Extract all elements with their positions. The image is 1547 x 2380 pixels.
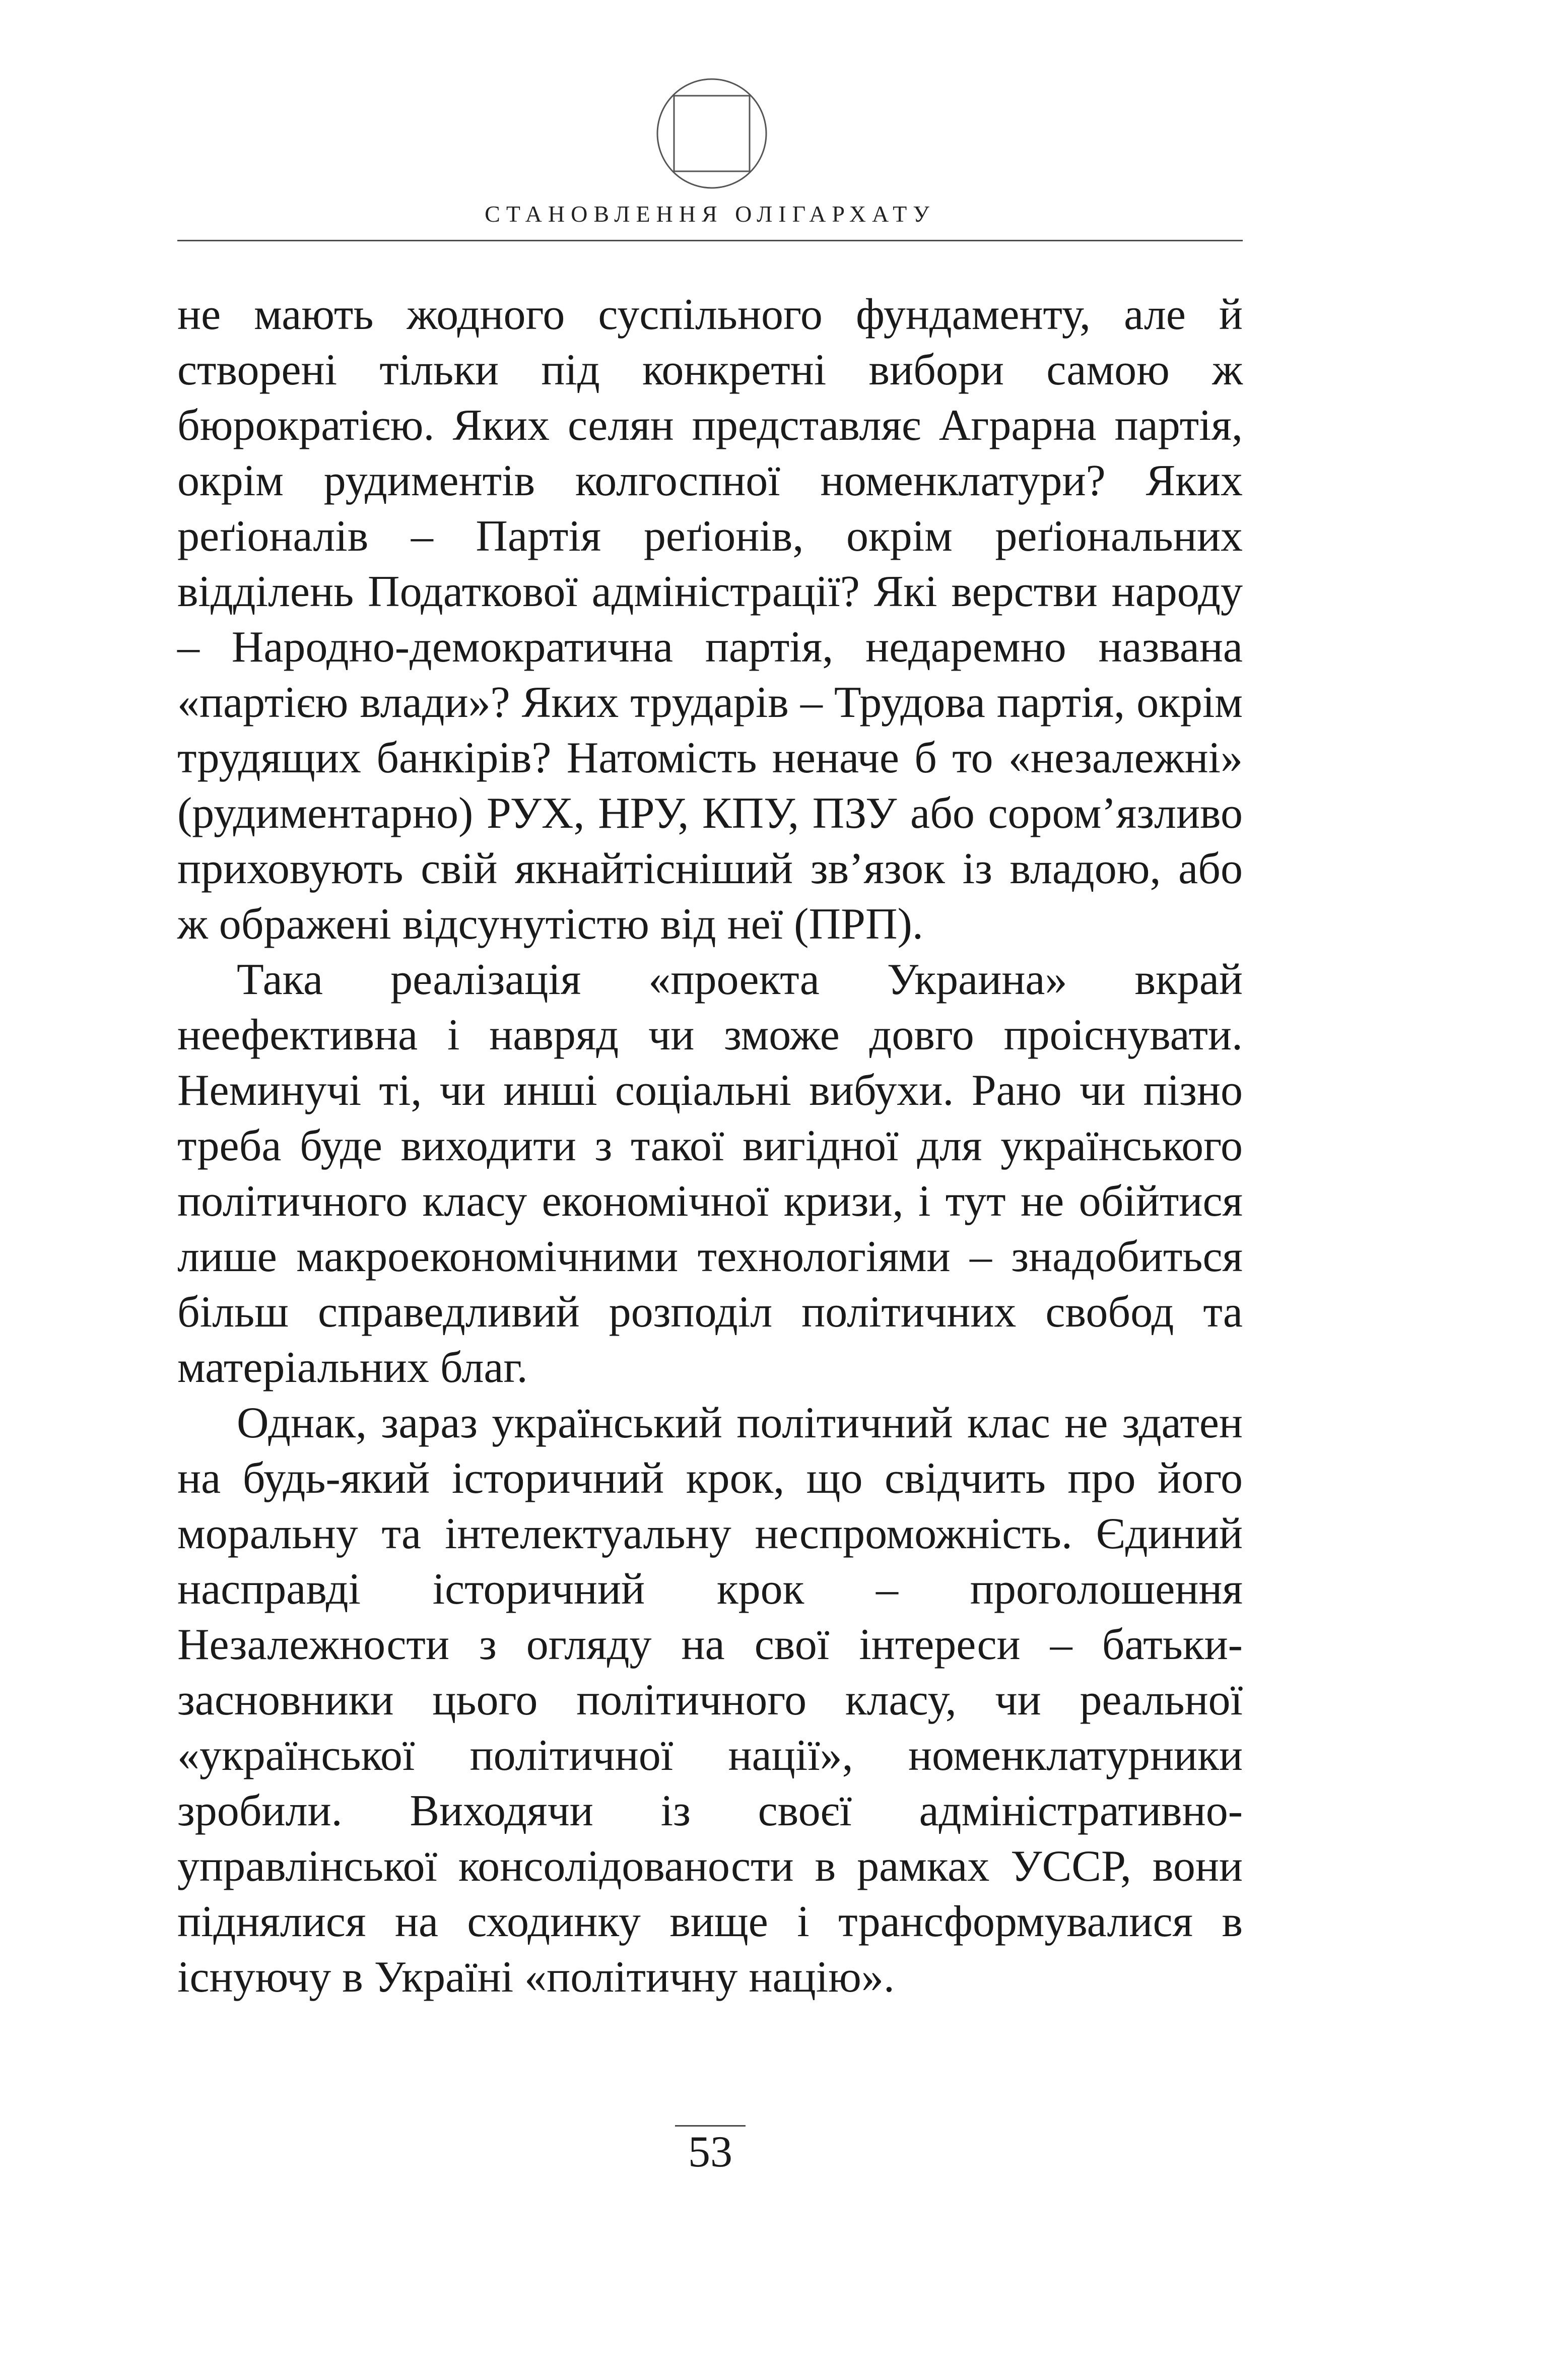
paragraph: Така реалізація «проекта Украина» вкрай неефективна і навряд чи зможе довго проіснувати. Неминучі ті, чи инші соціальні вибухи. Рано чи пізно треба буде виходити з такої вигідної для українського політичного класу економічної кризи, і тут не обійтися лише макроекономічними технологіями – знадобиться більш справедливий розподіл політичних свобод та матеріальних благ. [177,955,1243,1392]
page-number-rule [675,2125,746,2127]
main-text [177,287,1243,2005]
header-divider [177,240,1243,241]
paragraph: не мають жодного суспільного фундаменту, але й створені тільки під конкретні вибори самою ж бюрократією. Яких селян представляє Аграрна партія, окрім рудиментів колгоспної номенклатури? Яких реґіоналів – Партія реґіонів, окрім реґіональних відділень Податкової адміністрації? Які верстви народу – Народно-демократична партія, недаремно названа «партією влади»? Яких трударів – Трудова партія, окрім трудящих банкірів? Натомість неначе б то «незалежні» (рудиментарно) РУХ, НРУ, КПУ, ПЗУ або сором’язливо приховують свій якнайтісніший зв’язок із владою, або ж ображені відсунутістю від неї (ПРП). [177,290,1243,949]
running-title: СТАНОВЛЕННЯ ОЛІГАРХАТУ [485,201,935,227]
page-number: 53 [688,2128,732,2176]
paragraph: Однак, зараз український політичний клас не здатен на будь-який історичний крок, що свідчить про його моральну та інтелектуальну неспроможність. Єдиний насправді історичний крок – проголошення Незалежности з огляду на свої інтереси – батьки-засновники цього політичного класу, чи реальної «української політичної нації», номенклатурники зробили. Виходячи із своєї адміністративно-управлінської консолідованости в рамках УССР, вони піднялися на сходинку вище і трансформувалися в існуючу в Україні «політичну націю». [177,1399,1243,2002]
circle-square-emblem-icon [654,76,770,191]
